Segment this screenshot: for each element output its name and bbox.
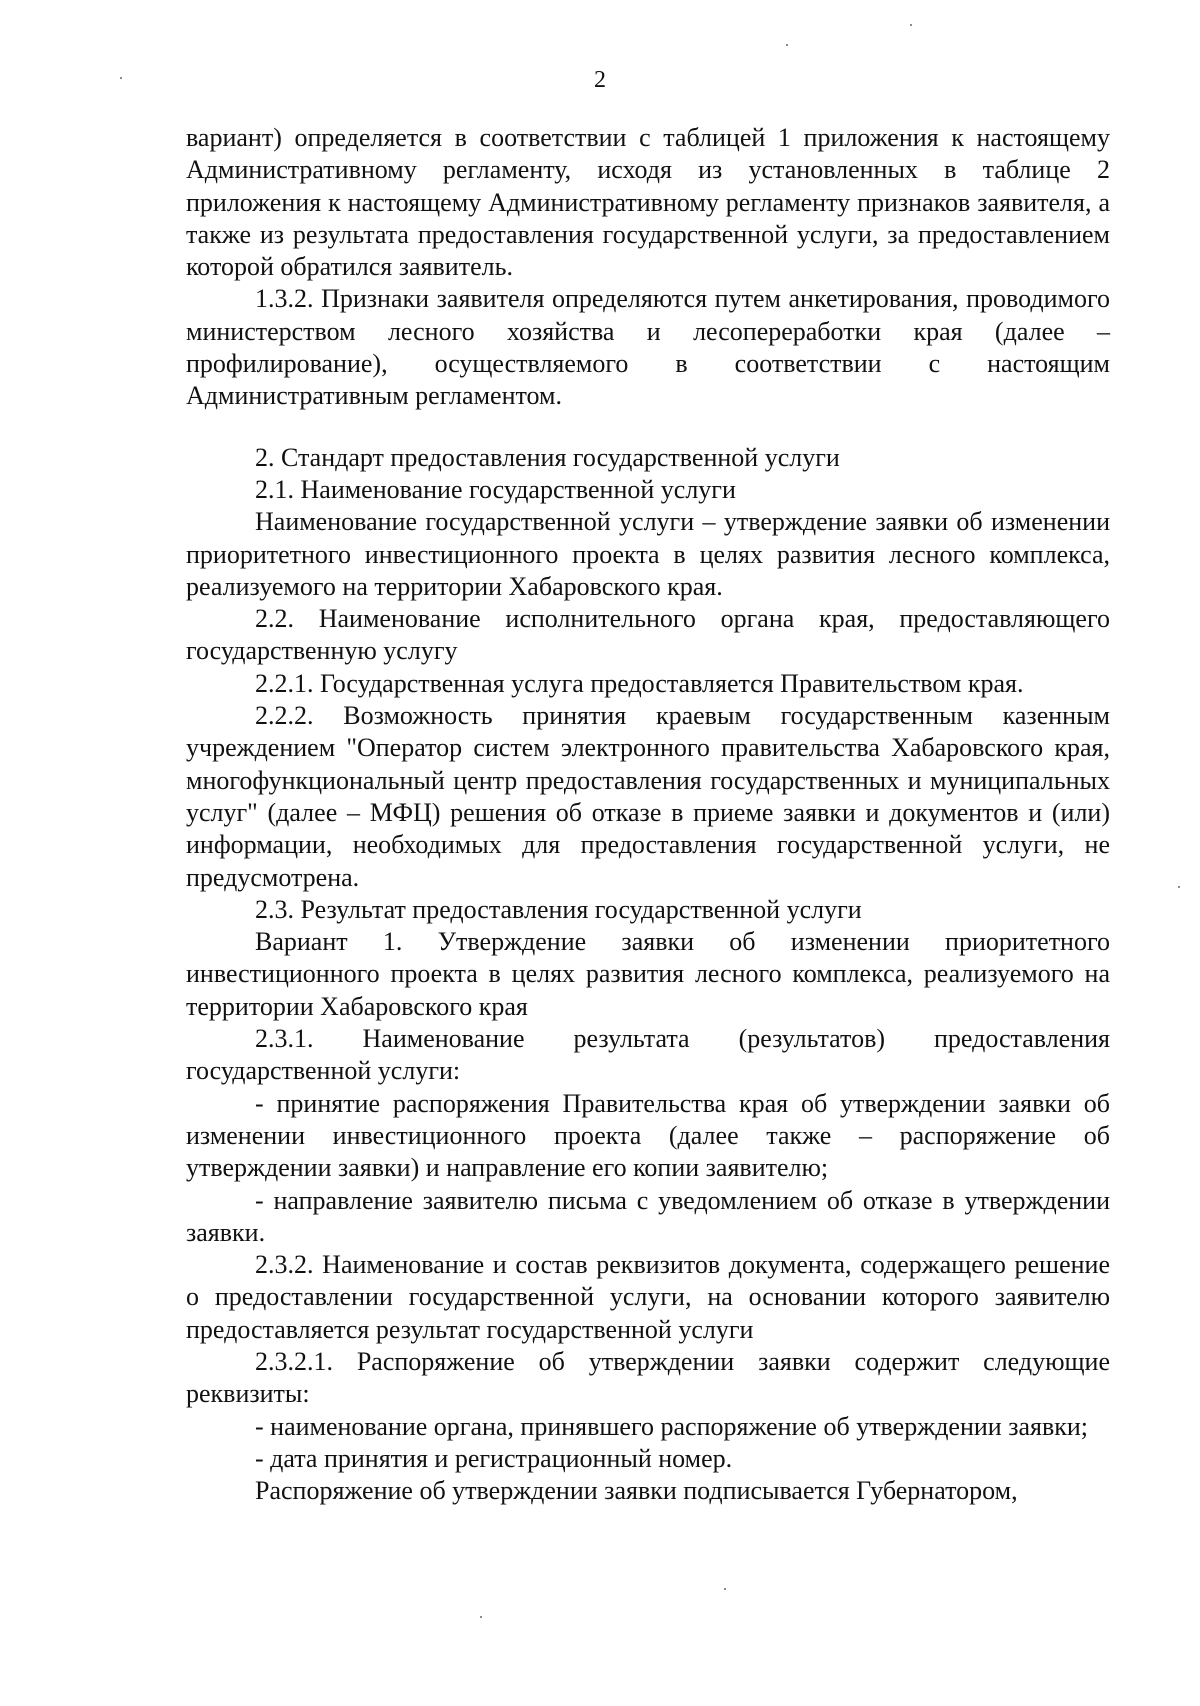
- list-item-date-number: - дата принятия и регистрационный номер.: [255, 1443, 733, 1473]
- paragraph-variant-determination: вариант) определяется в соответствии с таблицей 1 приложения к настоящему Административному регламенту, исходя из установленных в таблице 2 приложения к настоящему Административному регламенту признаков заявителя, а также из результата предоставления государственной услуги, за предоставлением которой обратился заявитель.: [186, 123, 1110, 282]
- paragraph-service-name: Наименование государственной услуги – утверждение заявки об изменении приоритетного инвестиционного проекта в целях развития лесного комплекса, реализуемого на территории Хабаровского края.: [186, 507, 1110, 601]
- paragraph-2-3-1: 2.3.1. Наименование результата (результатов) предоставления государственной услуги:: [186, 1024, 1110, 1086]
- paragraph-variant-1: Вариант 1. Утверждение заявки об изменении приоритетного инвестиционного проекта в целях развития лесного комплекса, реализуемого на территории Хабаровского края: [186, 927, 1110, 1021]
- scan-speck: [910, 24, 912, 26]
- paragraph-1-3-2: 1.3.2. Признаки заявителя определяются путем анкетирования, проводимого министерством лесного хозяйства и лесопереработки края (далее – профилирование), осуществляемого в соответствии с настоящим Административным регламентом.: [186, 284, 1110, 411]
- paragraph-2-3-2: 2.3.2. Наименование и состав реквизитов документа, содержащего решение о предоставлении государственной услуги, на основании которого заявителю предоставляется результат государственной услуги: [186, 1250, 1110, 1344]
- subsection-heading-2-2: 2.2. Наименование исполнительного органа края, предоставляющего государственную услугу: [186, 604, 1110, 666]
- scan-speck: [480, 1616, 482, 1618]
- document-body: [186, 122, 1110, 1507]
- section-heading-2: 2. Стандарт предоставления государственной услуги: [255, 442, 840, 472]
- list-item-refusal-letter: - направление заявителю письма с уведомлением об отказе в утверждении заявки.: [186, 1185, 1110, 1247]
- scan-speck: [1178, 886, 1180, 888]
- list-item-body-name: - наименование органа, принявшего распоряжение об утверждении заявки;: [255, 1411, 1089, 1441]
- paragraph-signature: Распоряжение об утверждении заявки подписывается Губернатором,: [255, 1476, 1018, 1506]
- paragraph-2-2-1: 2.2.1. Государственная услуга предоставляется Правительством края.: [255, 668, 1024, 698]
- page-number: 2: [594, 67, 606, 93]
- paragraph-2-3-2-1: 2.3.2.1. Распоряжение об утверждении заявки содержит следующие реквизиты:: [186, 1346, 1110, 1409]
- scan-speck: [724, 1588, 726, 1590]
- subsection-heading-2-3: 2.3. Результат предоставления государственной услуги: [255, 894, 862, 924]
- scan-speck: [786, 44, 788, 46]
- subsection-heading-2-1: 2.1. Наименование государственной услуги: [255, 474, 736, 504]
- scan-speck: [120, 77, 122, 79]
- paragraph-2-2-2: 2.2.2. Возможность принятия краевым государственным казенным учреждением "Оператор систем электронного правительства Хабаровского края, многофункциональный центр предоставления государственных и муниципальных услуг" (далее – МФЦ) решения об отказе в приеме заявки и документов и (или) информации, необходимых для предоставления государственной услуги, не предусмотрена.: [186, 701, 1110, 892]
- list-item-order-adoption: - принятие распоряжения Правительства края об утверждении заявки об изменении инвестиционного проекта (далее также – распоряжение об утверждении заявки) и направление его копии заявителю;: [186, 1088, 1110, 1183]
